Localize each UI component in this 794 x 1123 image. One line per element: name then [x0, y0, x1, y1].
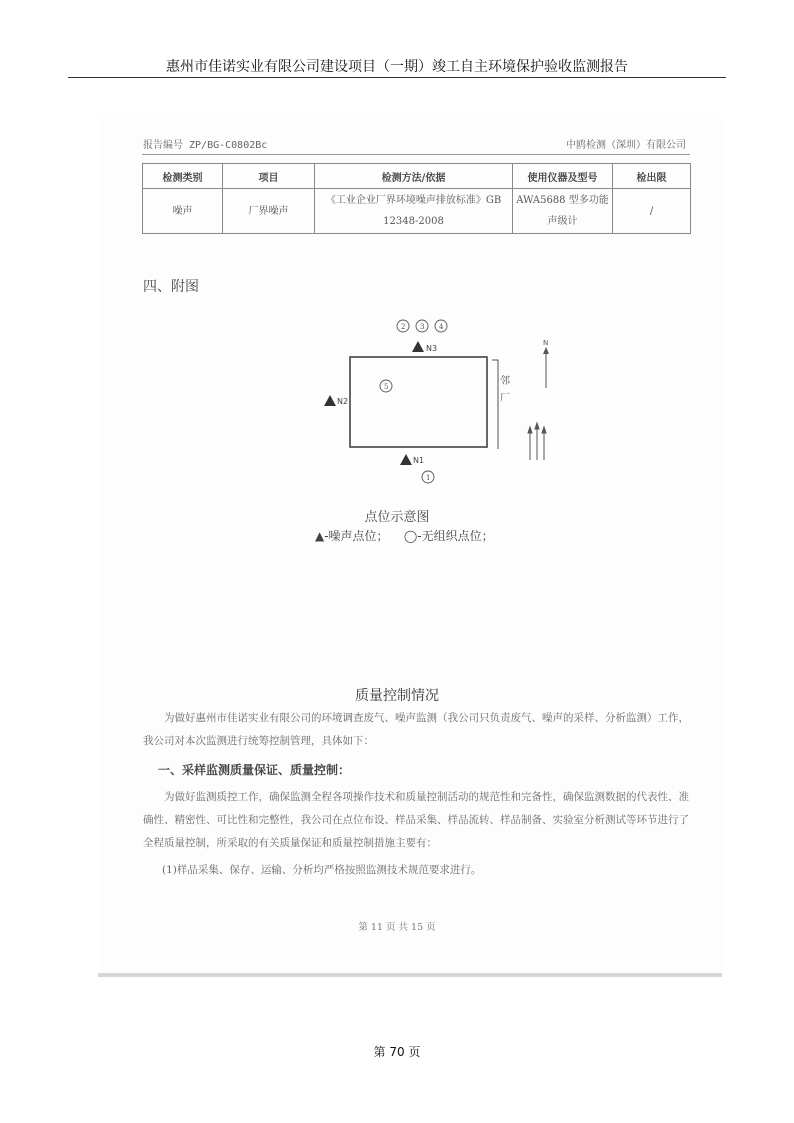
- neighbor-label: 厂: [500, 393, 510, 404]
- fugitive-point-4: [435, 320, 447, 332]
- col-header: 检测类别: [143, 164, 223, 189]
- col-header: 使用仪器及型号: [513, 164, 613, 189]
- page-number: 第 70 页: [373, 1045, 421, 1059]
- inner-page-number: 第 11 页 共 15 页: [358, 922, 436, 933]
- diagram-legend: [315, 527, 494, 544]
- testing-company: 中鸥检测（深圳）有限公司: [566, 140, 686, 151]
- svg-text:2: 2: [401, 323, 406, 331]
- noise-point-n3: [412, 341, 437, 353]
- qc-section-paragraph: 为做好监测质控工作，确保监测全程各项操作技术和质量控制活动的规范性和完备性，确保监测数据的代表性、准确性、精密性、可比性和完整性，我公司在点位布设、样品采集、样品流转、样品制备、实验室分析测试等环节进行了全程质量控制，所采取的有关质量保证和质量控制措施主要有：: [143, 791, 689, 849]
- wind-direction-icon: [528, 423, 546, 460]
- cell-method: 《工业企业厂界环境噪声排放标准》GB 12348-2008: [315, 189, 513, 234]
- svg-text:4: 4: [439, 323, 444, 331]
- legend-noise: ▲-噪声点位；: [315, 529, 389, 543]
- report-number: 报告编号 ZP/BG-C0802Bc: [143, 140, 268, 151]
- cell-instrument: AWA5688 型多功能声级计: [513, 189, 613, 234]
- svg-text:N2: N2: [337, 397, 349, 406]
- svg-text:1: 1: [426, 474, 431, 482]
- qc-title: 质量控制情况: [355, 688, 439, 704]
- fugitive-point-3: [416, 320, 428, 332]
- noise-point-n1: [400, 454, 424, 465]
- cell-item: 厂界噪声: [223, 189, 315, 234]
- north-arrow-icon: [543, 339, 549, 388]
- svg-text:N1: N1: [413, 456, 425, 465]
- qc-section-heading: 一、采样监测质量保证、质量控制：: [158, 763, 351, 777]
- monitoring-method-table: [142, 163, 691, 234]
- scan-bottom-edge: [98, 973, 722, 977]
- header-rule: [68, 77, 726, 78]
- fugitive-point-2: [397, 320, 409, 332]
- qc-intro-paragraph: 为做好惠州市佳诺实业有限公司的环境调查废气、噪声监测（我公司只负责废气、噪声的采样、分析监测）工作，我公司对本次监测进行统筹控制管理，具体如下：: [143, 712, 689, 747]
- fugitive-point-1: [422, 471, 434, 483]
- svg-text:5: 5: [384, 383, 389, 391]
- diagram-title: 点位示意图: [364, 510, 430, 525]
- fugitive-point-5: [380, 380, 392, 392]
- svg-text:N: N: [543, 339, 549, 347]
- neighbor-boundary: [492, 360, 498, 449]
- col-header: 检测方法/依据: [315, 164, 513, 189]
- qc-list-item: (1)样品采集、保存、运输、分析均严格按照监测技术规范要求进行。: [162, 864, 482, 876]
- table-header-row: [143, 164, 691, 189]
- cell-limit: /: [613, 189, 691, 234]
- legend-fugitive: ◯-无组织点位；: [403, 529, 494, 543]
- table-row: [143, 189, 691, 234]
- site-point-diagram: [320, 312, 560, 492]
- attachment-heading: 四、附图: [143, 279, 199, 295]
- col-header: 检出限: [613, 164, 691, 189]
- svg-text:N3: N3: [426, 344, 438, 353]
- table-top-rule: [142, 154, 690, 155]
- document-header: 惠州市佳诺实业有限公司建设项目（一期）竣工自主环境保护验收监测报告: [166, 59, 628, 75]
- svg-text:3: 3: [420, 323, 425, 331]
- factory-boundary: [350, 357, 487, 447]
- cell-category: 噪声: [143, 189, 223, 234]
- neighbor-label: 邻: [500, 376, 510, 387]
- noise-point-n2: [324, 395, 348, 406]
- col-header: 项目: [223, 164, 315, 189]
